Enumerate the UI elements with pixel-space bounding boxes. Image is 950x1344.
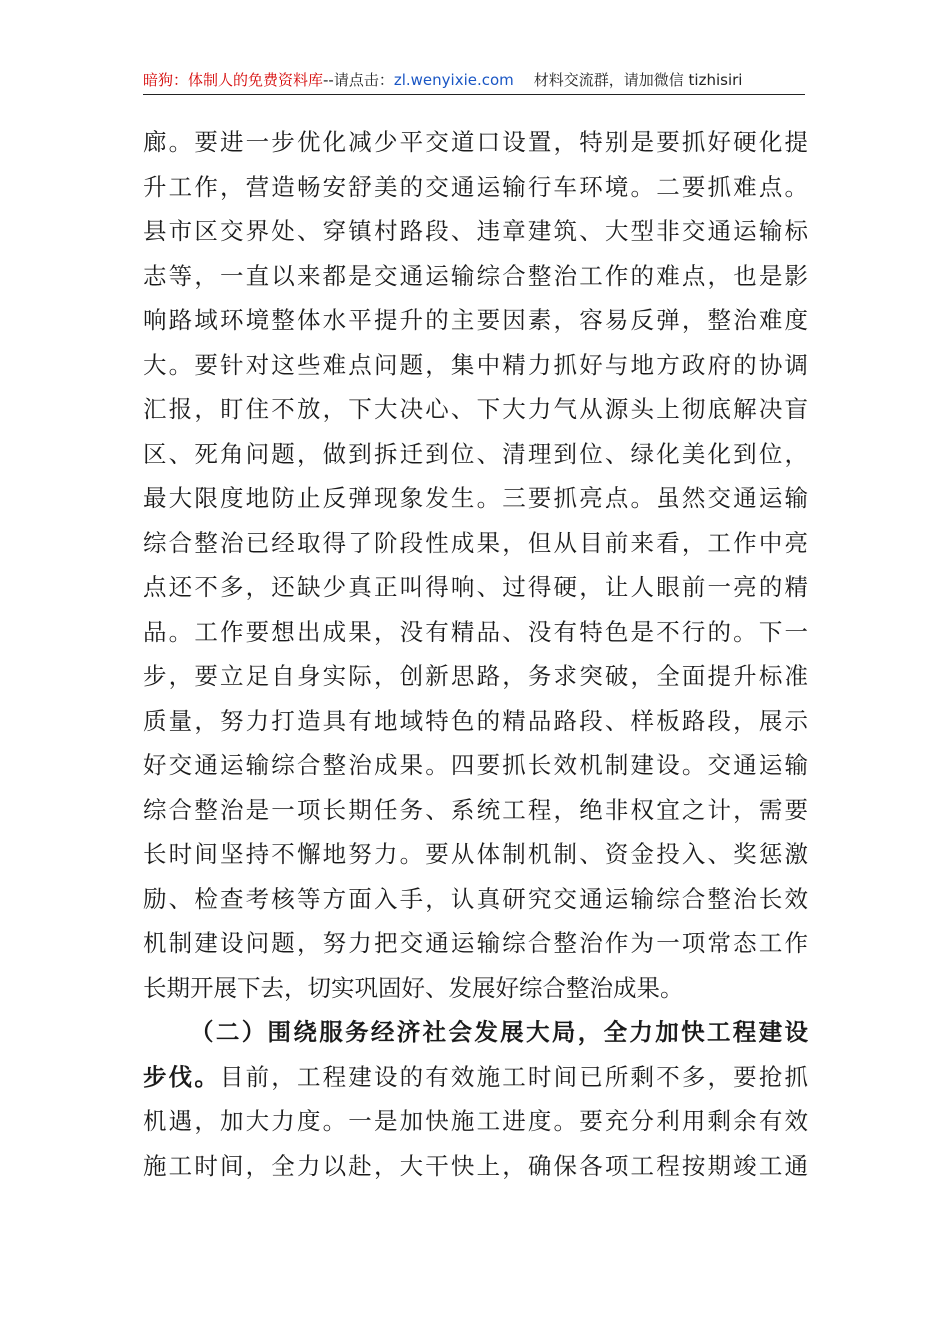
section-heading-end: 步伐。 — [143, 1062, 220, 1091]
text-line: 廊。要进一步优化减少平交道口设置，特别是要抓好硬化提 — [143, 128, 808, 156]
text-line: 施工时间，全力以赴，大干快上，确保各项工程按期竣工通 — [143, 1151, 808, 1180]
header-brand: 暗狗：体制人的免费资料库 — [143, 71, 324, 89]
section-text: 目前，工程建设的有效施工时间已所剩不多，要抢抓 — [219, 1062, 809, 1091]
text-line: 品。工作要想出成果，没有精品、没有特色是不行的。下一 — [143, 617, 808, 646]
text-line: 步，要立足自身实际，创新思路，务求突破，全面提升标准 — [143, 662, 808, 690]
section-heading: （二）围绕服务经济社会发展大局，全力加快工程建设 — [190, 1018, 808, 1046]
text-line: 县市区交界处、穿镇村路段、违章建筑、大型非交通运输标 — [143, 217, 808, 245]
text-line: 最大限度地防止反弹现象发生。三要抓亮点。虽然交通运输 — [143, 484, 808, 512]
paragraph-end-line: 长期开展下去，切实巩固好、发展好综合整治成果。 — [143, 973, 684, 1002]
document-body — [143, 120, 808, 1188]
text-line: 好交通运输综合整治成果。四要抓长效机制建设。交通运输 — [143, 751, 808, 779]
text-line: 长时间坚持不懈地努力。要从体制机制、资金投入、奖惩激 — [143, 840, 808, 868]
text-line: 综合整治是一项长期任务、系统工程，绝非权宜之计，需要 — [143, 795, 808, 824]
text-line: 汇报，盯住不放，下大决心、下大力气从源头上彻底解决盲 — [143, 395, 808, 423]
text-line: 励、检查考核等方面入手，认真研究交通运输综合整治长效 — [143, 884, 808, 913]
text-line: 机制建设问题，努力把交通运输综合整治作为一项常态工作 — [143, 929, 808, 957]
text-line: 点还不多，还缺少真正叫得响、过得硬，让人眼前一亮的精 — [143, 573, 808, 601]
text-line: 综合整治已经取得了阶段性成果，但从目前来看，工作中亮 — [143, 528, 808, 557]
header-link[interactable]: zl.wenyixie.com — [393, 71, 514, 89]
text-line: 质量，努力打造具有地域特色的精品路段、样板路段，展示 — [143, 706, 808, 735]
text-line: 响路域环境整体水平提升的主要因素，容易反弹，整治难度 — [143, 306, 808, 334]
section-heading-continuation — [143, 1055, 808, 1100]
text-line: 大。要针对这些难点问题，集中精力抓好与地方政府的协调 — [143, 350, 808, 379]
page-header — [143, 66, 805, 95]
text-line: 机遇，加大力度。一是加快施工进度。要充分利用剩余有效 — [143, 1107, 808, 1135]
text-line: 区、死角问题，做到拆迁到位、清理到位、绿化美化到位， — [143, 439, 808, 468]
header-group-info: 材料交流群，请加微信 tizhisiri — [533, 71, 743, 89]
header-separator: --请点击： — [323, 71, 394, 89]
text-line: 志等，一直以来都是交通运输综合整治工作的难点，也是影 — [143, 261, 808, 290]
text-line: 升工作，营造畅安舒美的交通运输行车环境。二要抓难点。 — [143, 172, 808, 201]
